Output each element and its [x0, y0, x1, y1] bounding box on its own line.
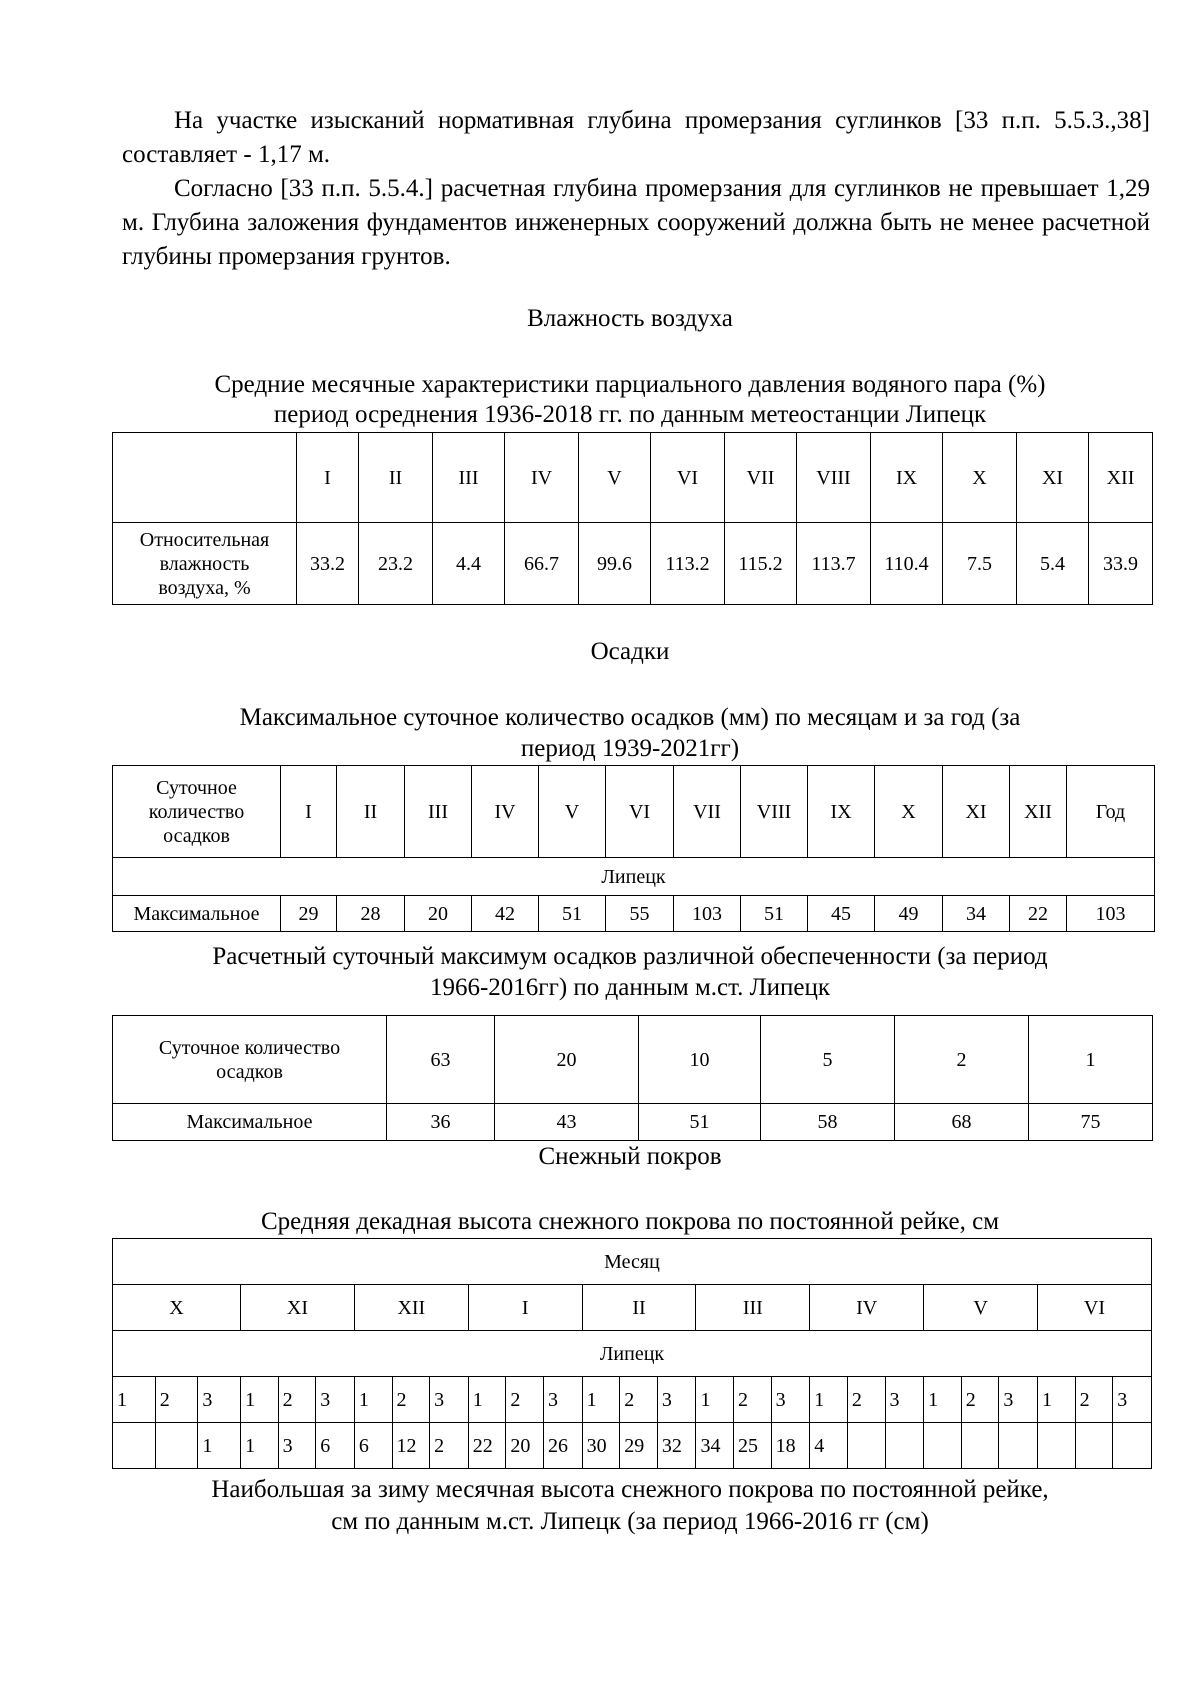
- probability-header: 1: [1029, 1016, 1153, 1104]
- row-label-line: влажность: [159, 552, 250, 575]
- month-header: VIII: [797, 433, 871, 523]
- month-name: I: [468, 1285, 582, 1331]
- value-cell: 29: [620, 1423, 658, 1469]
- value-cell: 29: [281, 896, 337, 932]
- month-name: X: [113, 1285, 241, 1331]
- value-cell: 115.2: [725, 523, 797, 605]
- value-cell: [1037, 1423, 1075, 1469]
- probability-header: 10: [639, 1016, 761, 1104]
- decade-cell: 1: [924, 1377, 962, 1423]
- table-row: [113, 896, 1155, 932]
- station-row: [113, 1331, 1152, 1377]
- value-cell: 33.9: [1089, 523, 1153, 605]
- table-header-row: [113, 766, 1155, 858]
- header-label-line: количество: [148, 800, 245, 823]
- section-title-humidity: Влажность воздуха: [527, 305, 733, 332]
- value-cell: 22: [1010, 896, 1067, 932]
- value-cell: 68: [895, 1104, 1029, 1141]
- value-cell: 2: [430, 1423, 469, 1469]
- row-label-line: воздуха, %: [158, 576, 251, 599]
- snow-max-title-line1: Наибольшая за зиму месячная высота снежного покрова по постоянной рейке,: [211, 1476, 1049, 1503]
- humidity-table: [112, 432, 1153, 605]
- month-name: VI: [1037, 1285, 1151, 1331]
- row-label-line: Относительная: [139, 528, 270, 551]
- humidity-table-title-line2: период осреднения 1936-2018 гг. по данным метеостанции Липецк: [273, 401, 987, 428]
- value-cell: 51: [639, 1104, 761, 1141]
- month-header-row: [113, 1239, 1152, 1285]
- month-header: XII: [1089, 433, 1153, 523]
- values-row: [113, 1423, 1152, 1469]
- month-header: VII: [725, 433, 797, 523]
- month-header: I: [281, 766, 337, 858]
- decade-cell: 2: [734, 1377, 772, 1423]
- value-cell: 3: [278, 1423, 316, 1469]
- decade-cell: 1: [354, 1377, 392, 1423]
- value-cell: 30: [582, 1423, 620, 1469]
- month-header: XI: [943, 766, 1010, 858]
- row-label: Максимальное: [113, 1104, 387, 1141]
- month-header: III: [433, 433, 505, 523]
- humidity-table-title-line1: Средние месячные характеристики парциального давления водяного пара (%): [214, 371, 1046, 398]
- value-cell: 103: [674, 896, 741, 932]
- month-header: Месяц: [113, 1239, 1152, 1285]
- month-header: II: [359, 433, 433, 523]
- header-label-line: Суточное количество: [158, 1036, 341, 1059]
- decade-cell: 3: [430, 1377, 469, 1423]
- month-header: VI: [651, 433, 725, 523]
- value-cell: [999, 1423, 1038, 1469]
- month-header: IV: [472, 766, 539, 858]
- decade-cell: 3: [999, 1377, 1038, 1423]
- value-cell: 36: [387, 1104, 495, 1141]
- table-header-row: [113, 433, 1153, 523]
- probability-header: 63: [387, 1016, 495, 1104]
- decade-cell: 1: [1037, 1377, 1075, 1423]
- decade-cell: 2: [961, 1377, 999, 1423]
- value-cell: 113.2: [651, 523, 725, 605]
- snow-max-title-line2: см по данным м.ст. Липецк (за период 1966-2016 гг (см): [331, 1508, 929, 1535]
- month-header: XI: [1017, 433, 1089, 523]
- month-header: X: [943, 433, 1017, 523]
- probability-header: 2: [895, 1016, 1029, 1104]
- decade-cell: 2: [506, 1377, 544, 1423]
- decade-cell: 1: [468, 1377, 506, 1423]
- value-cell: 20: [506, 1423, 544, 1469]
- empty-header-cell: [113, 433, 297, 523]
- value-cell: 34: [696, 1423, 734, 1469]
- header-label-line: осадков: [163, 824, 230, 847]
- month-header: X: [875, 766, 943, 858]
- month-header: IX: [871, 433, 943, 523]
- decade-cell: 3: [316, 1377, 355, 1423]
- value-cell: 58: [761, 1104, 895, 1141]
- value-cell: 75: [1029, 1104, 1153, 1141]
- value-cell: 51: [539, 896, 606, 932]
- value-cell: [1113, 1423, 1152, 1469]
- value-cell: 25: [734, 1423, 772, 1469]
- months-row: [113, 1285, 1152, 1331]
- value-cell: 45: [808, 896, 875, 932]
- snow-depth-table: [112, 1238, 1152, 1469]
- value-cell: 26: [543, 1423, 582, 1469]
- value-cell: [155, 1423, 198, 1469]
- table-row: [113, 523, 1153, 605]
- month-name: IV: [810, 1285, 924, 1331]
- value-cell: 42: [472, 896, 539, 932]
- value-cell: 20: [405, 896, 472, 932]
- header-label-line: осадков: [216, 1060, 283, 1083]
- decades-row: [113, 1377, 1152, 1423]
- precip-table-title-line2: период 1939-2021гг): [520, 735, 740, 762]
- decade-cell: 2: [620, 1377, 658, 1423]
- probability-header: 5: [761, 1016, 895, 1104]
- value-cell: 1: [198, 1423, 241, 1469]
- decade-cell: 3: [885, 1377, 924, 1423]
- design-max-title-line1: Расчетный суточный максимум осадков различной обеспеченности (за период: [212, 943, 1048, 970]
- month-header: VI: [606, 766, 674, 858]
- month-header: VII: [674, 766, 741, 858]
- value-cell: 23.2: [359, 523, 433, 605]
- value-cell: 28: [337, 896, 405, 932]
- row-label: Максимальное: [113, 896, 281, 932]
- value-cell: 6: [354, 1423, 392, 1469]
- value-cell: [113, 1423, 156, 1469]
- design-max-title-line2: 1966-2016гг) по данным м.ст. Липецк: [429, 974, 831, 1001]
- design-max-table: [112, 1015, 1153, 1141]
- decade-cell: 2: [392, 1377, 430, 1423]
- year-header: Год: [1067, 766, 1155, 858]
- decade-cell: 1: [810, 1377, 848, 1423]
- decade-cell: 1: [582, 1377, 620, 1423]
- value-cell: 22: [468, 1423, 506, 1469]
- value-cell: [847, 1423, 885, 1469]
- value-cell: 7.5: [943, 523, 1017, 605]
- value-cell: [924, 1423, 962, 1469]
- value-cell: 66.7: [505, 523, 579, 605]
- section-title-snow: Снежный покров: [538, 1143, 722, 1170]
- station-name: Липецк: [113, 1331, 1152, 1377]
- value-cell: [1075, 1423, 1113, 1469]
- header-label-cell: [113, 1016, 387, 1104]
- paragraph-frost-depth-norm: На участке изысканий нормативная глубина промерзания суглинков [33 п.п. 5.5.3.,38] составляет - 1,17 м.: [122, 107, 1150, 168]
- decade-cell: 1: [113, 1377, 156, 1423]
- section-title-precipitation: Осадки: [590, 638, 670, 665]
- decade-cell: 2: [278, 1377, 316, 1423]
- precip-table-title-line1: Максимальное суточное количество осадков (мм) по месяцам и за год (за: [239, 704, 1021, 731]
- month-name: V: [924, 1285, 1038, 1331]
- decade-cell: 3: [657, 1377, 696, 1423]
- month-name: XI: [241, 1285, 355, 1331]
- value-cell: 33.2: [297, 523, 359, 605]
- decade-cell: 2: [155, 1377, 198, 1423]
- value-cell: 34: [943, 896, 1010, 932]
- value-cell: 12: [392, 1423, 430, 1469]
- value-cell: 4: [810, 1423, 848, 1469]
- value-cell: 103: [1067, 896, 1155, 932]
- value-cell: 55: [606, 896, 674, 932]
- value-cell: 18: [771, 1423, 810, 1469]
- value-cell: 110.4: [871, 523, 943, 605]
- value-cell: 1: [241, 1423, 279, 1469]
- row-label: [113, 523, 297, 605]
- value-cell: 99.6: [579, 523, 651, 605]
- decade-cell: 3: [198, 1377, 241, 1423]
- value-cell: 4.4: [433, 523, 505, 605]
- station-row: [113, 858, 1155, 896]
- precipitation-table: [112, 765, 1155, 932]
- month-header: III: [405, 766, 472, 858]
- month-header: II: [337, 766, 405, 858]
- month-header: I: [297, 433, 359, 523]
- value-cell: 32: [657, 1423, 696, 1469]
- table-row: [113, 1104, 1153, 1141]
- header-label-cell: [113, 766, 281, 858]
- month-name: XII: [354, 1285, 468, 1331]
- month-header: V: [539, 766, 606, 858]
- table-header-row: [113, 1016, 1153, 1104]
- decade-cell: 2: [847, 1377, 885, 1423]
- snow-table-title: Средняя декадная высота снежного покрова по постоянной рейке, см: [260, 1208, 1000, 1235]
- month-name: II: [582, 1285, 696, 1331]
- month-header: XII: [1010, 766, 1067, 858]
- header-label-line: Суточное: [156, 776, 237, 799]
- month-name: III: [696, 1285, 810, 1331]
- probability-header: 20: [495, 1016, 639, 1104]
- value-cell: [961, 1423, 999, 1469]
- decade-cell: 1: [696, 1377, 734, 1423]
- value-cell: 49: [875, 896, 943, 932]
- month-header: VIII: [741, 766, 808, 858]
- decade-cell: 3: [1113, 1377, 1152, 1423]
- value-cell: 51: [741, 896, 808, 932]
- decade-cell: 1: [241, 1377, 279, 1423]
- station-name: Липецк: [113, 858, 1155, 896]
- month-header: IX: [808, 766, 875, 858]
- month-header: V: [579, 433, 651, 523]
- decade-cell: 2: [1075, 1377, 1113, 1423]
- decade-cell: 3: [771, 1377, 810, 1423]
- decade-cell: 3: [543, 1377, 582, 1423]
- value-cell: 5.4: [1017, 523, 1089, 605]
- value-cell: 113.7: [797, 523, 871, 605]
- paragraph-frost-depth-design: Согласно [33 п.п. 5.5.4.] расчетная глубина промерзания для суглинков не превышает 1,29 м. Глубина заложения фундаментов инженерных сооружений должна быть не менее расчетной глубины промерзания грунтов.: [122, 175, 1150, 270]
- value-cell: 6: [316, 1423, 355, 1469]
- value-cell: 43: [495, 1104, 639, 1141]
- month-header: IV: [505, 433, 579, 523]
- value-cell: [885, 1423, 924, 1469]
